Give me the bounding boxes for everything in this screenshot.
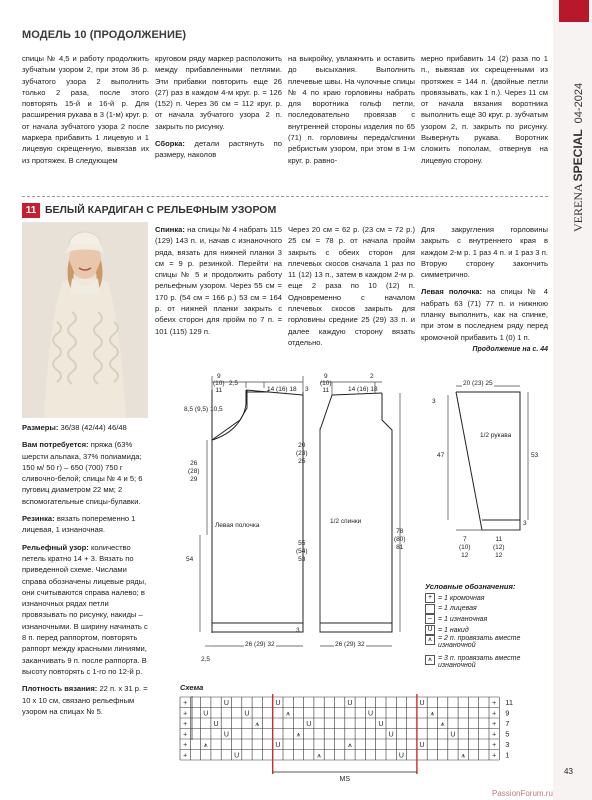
chart-row-number: 3 xyxy=(505,740,510,749)
sleeve-label: 1/2 рукава xyxy=(480,432,512,439)
chart-symbol: + xyxy=(492,721,497,728)
front-dim-neck-depth: 8,5 (9,5) 10,5 xyxy=(184,406,223,413)
chart-symbol: U xyxy=(244,710,250,718)
back-label: 1/2 спинки xyxy=(330,518,362,525)
model10-title: МОДЕЛЬ 10 (ПРОДОЛЖЕНИЕ) xyxy=(22,29,187,41)
model11-title: БЕЛЫЙ КАРДИГАН С РЕЛЬЕФНЫМ УЗОРОМ xyxy=(45,204,277,216)
sleeve-dim-right: 53 xyxy=(531,452,539,459)
materials-text: пряжа (63% шерсти альпака, 37% полиамида; 150 м/ 50 г) – 650 (700) 750 г сливочно-белой; спицы № 4 и 5; 6 пуговиц диаметром 22 мм; 2 вспомогательные спицы-булавки. xyxy=(22,440,143,506)
schema-title: Схема xyxy=(180,683,204,692)
model10-col3: на выкройку, увлажнить и оставить до высыхания. Выполнить плечевые швы. На чулочные спицы № 4 по краю горловины набрать для воротника гольф петли, последовательно провязав с внутренней стороны изделия по 65 (71) п. горловины переда/спинки ребристым узором, при этом в 1-м круг. р. равно- xyxy=(288,54,415,165)
model10-col2-text: круговом ряду маркер расположить между прибавленными петлями. Эти прибавки повторить еще 26 (27) раз в каждом 4-м круг. р. = 126 (152) п. Через 36 см = 112 круг. р. от начала зубчатого узора 2 п. закрыть по рисунку. xyxy=(155,54,282,131)
chart-symbol: U xyxy=(450,731,456,739)
left-front-label: Левая полочка: xyxy=(421,287,483,297)
chart-symbol: U xyxy=(347,700,353,707)
front-label: Левая полочка xyxy=(215,522,260,529)
back-text: на спицы № 4 набрать 115 (129) 143 п. и, начав с изнаночного ряда, вязать для нижней планки 3 см = 9 р. резинкой. Перейти на спицы № 5 и продолжить работу рельефным узором. Через 55 см = 170 р. (54 см = 166 р.) 53 см = 164 р. от нижней планки закрыть с обеих сторон для пройм по 7 п. = 101 (115) 129 п. xyxy=(155,225,282,336)
chart-symbol: ⩚ xyxy=(430,710,435,718)
chart-symbol: ⩚ xyxy=(347,742,352,749)
legend-item-p3tog: ⩚ = 3 п. провязать вместе изнаночной xyxy=(425,655,555,675)
assembly-text: детали растянуть по размеру, наколов xyxy=(155,139,282,160)
legend-item-knit: = 1 лицевая xyxy=(425,604,555,615)
chart-symbol: + xyxy=(183,752,188,760)
chart-row-number: 1 xyxy=(505,750,510,760)
front-dim-armhole: 26 (28) 29 xyxy=(188,460,200,483)
legend-title: Условные обозначения: xyxy=(425,582,516,591)
chart-symbol: ⩚ xyxy=(461,752,466,760)
chart-symbol: ⩚ xyxy=(203,742,208,749)
materials-label: Вам потребуется: xyxy=(22,440,89,450)
sleeve-dim-left: 47 xyxy=(437,452,445,459)
page-number: 43 xyxy=(564,767,573,776)
chart-symbol: U xyxy=(223,731,229,739)
chart-row-number: 5 xyxy=(505,729,510,739)
left-front-text: на спицы № 4 набрать 63 (71) 77 п. и нижнюю планку выполнить, как на спинке, при этом в последнем ряду перед кромочной прибавить 1 (0) 1 п. xyxy=(421,287,548,342)
back-dim-length: 78 (80) 81 xyxy=(394,528,406,551)
back-dim-width: 26 (29) 32 xyxy=(335,641,365,648)
back-dim-shoulder: 14 (16) 18 xyxy=(348,386,378,393)
legend-item-p2tog: ⩚ = 2 п. провязать вместе изнаночной xyxy=(425,635,555,655)
chart-symbol: U xyxy=(419,700,425,707)
front-dim-body: 54 xyxy=(186,556,194,563)
chart-symbol: ⩚ xyxy=(255,721,260,728)
watermark: PassionForum.ru xyxy=(492,789,553,798)
chart-row-number: 9 xyxy=(505,708,510,718)
front-dim-top-2: 2,5 xyxy=(229,380,239,387)
gauge-text: 22 п. x 31 р. = 10 x 10 см, связано рельефным узором на спицах № 5. xyxy=(22,684,148,716)
legend-item-purl: – = 1 изнаночная xyxy=(425,614,555,625)
chart-symbol: + xyxy=(492,731,497,739)
model-number-badge: 11 xyxy=(22,203,40,218)
rib-label: Резинка: xyxy=(22,514,55,524)
chart-symbol: U xyxy=(378,721,384,728)
chart-symbol: + xyxy=(492,700,497,707)
chart-symbol: ⩚ xyxy=(286,710,291,718)
chart-symbol: U xyxy=(388,731,394,739)
chart-symbol: U xyxy=(419,742,425,749)
chart-symbol: + xyxy=(183,721,188,728)
relief-label: Рельефный узор: xyxy=(22,542,89,552)
back-dim-neck: 9 (10) 11 xyxy=(320,373,332,394)
chart-row-number: 7 xyxy=(505,719,510,728)
back-label: Спинка: xyxy=(155,225,185,234)
back-dim-band: 3 xyxy=(296,627,300,634)
sleeve-dim-cap: 3 xyxy=(432,398,436,405)
chart-symbol: U xyxy=(275,700,281,707)
legend-item-edge: + = 1 кромочная xyxy=(425,593,555,604)
ms-label: MS xyxy=(339,776,351,783)
svg-text:VERENASPECIAL04-2024: VERENASPECIAL04-2024 xyxy=(571,82,585,232)
chart-symbol: ⩚ xyxy=(440,721,445,728)
back-instructions-2: Через 20 см = 62 р. (23 см = 72 р.) 25 см = 78 р. от начала пройм закрыть с обеих сторон для плечевых скосов сначала 1 раз по 11 (12) 13 п., затем в каждом 2-м р. еще 2 раза по 10 (12) п. Одновременно с началом плечевых скосов закрыть для горловины средние 25 (29) 33 п. и далее каждую сторону вязать отдельно. xyxy=(288,225,415,347)
back-dim-armhole: 20 (23) 25 xyxy=(296,442,308,465)
back-dim-body: 55 (54) 53 xyxy=(296,540,308,563)
sleeve-dim-b1: 7 (10) 12 xyxy=(459,536,471,559)
chart-symbol: ⩚ xyxy=(296,731,301,739)
stitch-chart xyxy=(178,693,518,783)
front-dim-neck-width: 9 (10) 11 xyxy=(213,373,225,394)
front-dim-top-3: 3 xyxy=(305,386,309,393)
chart-symbol: + xyxy=(183,731,188,739)
front-dim-width: 26 (29) 32 xyxy=(245,641,275,648)
chart-symbol: + xyxy=(492,742,497,749)
chart-symbol: U xyxy=(275,742,281,749)
neckline-text: Для закругления горловины закрыть с внутреннего края в каждом 2-м р. 1 раз 4 п. и 1 раз 3 п. Вторую сторону закончить симметрично. xyxy=(421,225,548,280)
chart-symbol: + xyxy=(492,710,497,718)
sizes-text: 36/38 (42/44) 46/48 xyxy=(60,423,127,432)
chart-symbol: U xyxy=(203,710,209,718)
chart-symbol: U xyxy=(398,752,404,760)
chart-symbol: ⩚ xyxy=(317,752,322,760)
chart-symbol: + xyxy=(183,700,188,707)
chart-symbol: + xyxy=(492,752,497,760)
legend xyxy=(425,582,555,675)
sleeve-dim-band: 3 xyxy=(523,520,527,527)
assembly-label: Сборка: xyxy=(155,139,185,149)
front-dim-bottom-2: 2,5 xyxy=(201,656,211,663)
relief-text: количество петель кратно 14 + 3. Вязать по приведенной схеме. Числами справа обозначены лицевые ряды, они считываются справа налево; в изнаночных рядах петли провязывать по рисунку, накиды – изнаночными. В ширину начинать с 8 п. перед раппортом, повторять раппорт между красными линиями, заканчивать 9 п. после раппорта. В высоту повторять с 1-го по 12-й р. xyxy=(22,542,148,676)
model10-col1: спицы № 4,5 и работу продолжить зубчатым узором 2, при этом 36 р. зубчатого узора 2 выполнить только 2 раза, после этого повторять 15-й и 16-й р. Для расширения рукава в 3 (1-м) круг. р. от начала зубчатого узора 2 после маркера прибавить 1 лицевую и 1 лицевую скрещенную, вывязав их из протяжек. В следующем xyxy=(22,54,149,165)
chart-symbol: + xyxy=(183,742,188,749)
front-dim-shoulder: 14 (16) 18 xyxy=(267,386,297,393)
rib-text: вязать попеременно 1 лицевая, 1 изнаночная. xyxy=(22,514,136,535)
chart-symbol: U xyxy=(223,700,229,707)
model10-col4: мерно прибавить 14 (2) раза по 1 п., вывязав их скрещенными из протяжек = 144 п. (двойные петли провязывать, как 1 п.). Через 11 см от начала вязания воротника выполнить еще 30 круг. р. зубчатым узором 2, п. закрыть по рисунку. Вывернуть рукава. Воротник сложить пополам, отвернув на лицевую сторону. xyxy=(421,54,548,165)
chart-symbol: U xyxy=(306,721,312,728)
continued-note: Продолжение на с. 44 xyxy=(472,345,548,353)
sizes-label: Размеры: xyxy=(22,423,59,432)
chart-symbol: U xyxy=(234,752,240,760)
legend-item-yarnover: U = 1 накид xyxy=(425,625,555,636)
back-dim-top-3: 2 xyxy=(370,373,374,380)
chart-symbol: + xyxy=(183,710,188,718)
chart-row-number: 11 xyxy=(505,698,514,707)
chart-symbol: U xyxy=(213,721,219,728)
chart-symbol: U xyxy=(368,710,374,718)
sleeve-dim-top: 20 (23) 25 xyxy=(463,380,493,387)
gauge-label: Плотность вязания: xyxy=(22,684,98,694)
sleeve-dim-b2: 11 (12) 12 xyxy=(493,536,505,559)
